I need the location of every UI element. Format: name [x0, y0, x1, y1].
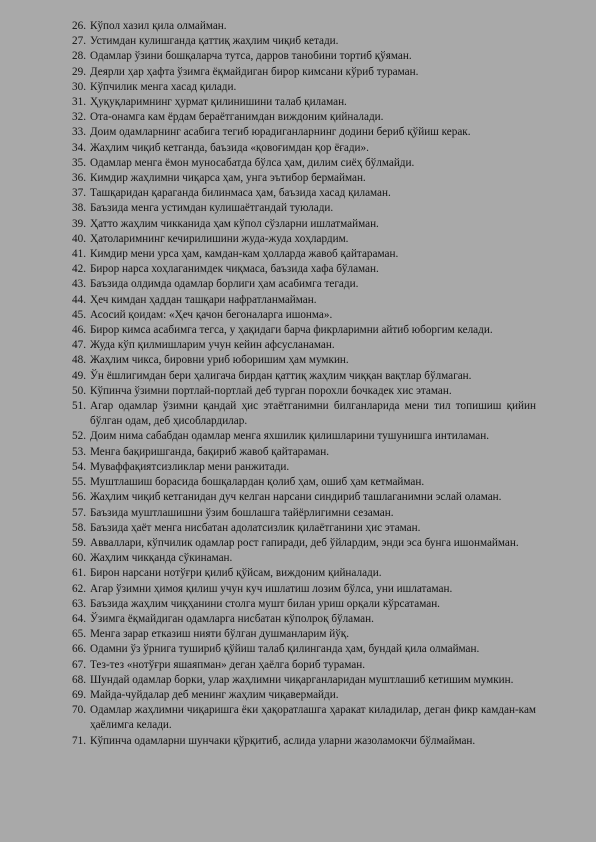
item-text: Авваллари, кўпчилик одамлар рост гапиради, деб ўйлардим, энди эса бунга ишонмайман.: [90, 536, 519, 549]
item-text: Ҳуқуқларимнинг ҳурмат қилинишини талаб қиламан.: [90, 96, 347, 109]
item-text: Жаҳлим чикқанда сўкинаман.: [90, 552, 233, 565]
list-item: [62, 399, 536, 429]
item-text: Майда-чуйдалар деб менинг жаҳлим чиқавермайди.: [90, 688, 339, 701]
list-item: [62, 536, 536, 551]
list-item: [62, 201, 536, 216]
list-item: [62, 308, 536, 323]
item-number: 64.: [72, 612, 86, 625]
list-item: [62, 186, 536, 201]
list-item: [62, 703, 536, 733]
item-text: Одамни ўз ўрнига тушириб қўйиш талаб қилинганда ҳам, бундай қила олмайман.: [90, 643, 480, 656]
list-item: [62, 49, 536, 64]
item-text: Доим нима сабабдан одамлар менга яхшилик қилишларини тушунишга интиламан.: [90, 430, 490, 443]
item-text: Ташқаридан қараганда билинмаса ҳам, баъзида хасад қиламан.: [90, 187, 391, 200]
list-item: [62, 353, 536, 368]
item-number: 56.: [72, 491, 86, 504]
item-number: 51.: [72, 400, 86, 413]
item-text: Менга бақиришганда, бақириб жавоб қайтараман.: [90, 445, 329, 458]
list-item: [62, 247, 536, 262]
item-text: Кўпинча одамларни шунчаки қўрқитиб, аслида уларни жазоламокчи бўлмайман.: [90, 734, 476, 747]
list-item: [62, 475, 536, 490]
item-number: 33.: [72, 126, 86, 139]
list-item: [62, 658, 536, 673]
item-number: 50.: [72, 384, 86, 397]
list-item: [62, 65, 536, 80]
item-text: Одамлар жаҳлимни чиқаришга ёки ҳақоратлашга ҳаракат киладилар, деган фикр камдан-кам ҳаёлимга келади.: [90, 704, 536, 732]
list-item: [62, 232, 536, 247]
item-number: 31.: [72, 96, 86, 109]
item-number: 47.: [72, 339, 86, 352]
item-number: 43.: [72, 278, 86, 291]
item-text: Кўпол хазил қила олмайман.: [90, 20, 227, 32]
item-number: 63.: [72, 597, 86, 610]
item-text: Кўпинча ўзимни портлай-портлай деб турган порохли бочкадек хис этаман.: [90, 384, 452, 397]
item-number: 41.: [72, 248, 86, 261]
item-text: Бирор кимса асабимга тегса, у ҳақидаги барча фикрларимни айтиб юборгим келади.: [90, 324, 493, 337]
item-number: 62.: [72, 582, 86, 595]
list-item: [62, 506, 536, 521]
item-number: 44.: [72, 293, 86, 306]
item-text: Баъзида менга устимдан кулишаётгандай туюлади.: [90, 202, 334, 215]
item-number: 60.: [72, 552, 86, 565]
item-number: 38.: [72, 202, 86, 215]
item-text: Баъзида муштлашишни ўзим бошлашга тайёрлигимни сезаман.: [90, 506, 394, 519]
item-text: Менга зарар етказиш нияти бўлган душманларим йўқ.: [90, 628, 350, 641]
list-item: [62, 217, 536, 232]
item-number: 30.: [72, 80, 86, 93]
item-text: Баъзида ҳаёт менга нисбатан адолатсизлик қилаётганини ҳис этаман.: [90, 521, 421, 534]
item-number: 66.: [72, 643, 86, 656]
item-number: 54.: [72, 460, 86, 473]
item-text: Муваффақиятсизликлар мени ранжитади.: [90, 460, 290, 473]
item-number: 53.: [72, 445, 86, 458]
list-item: [62, 445, 536, 460]
item-number: 28.: [72, 50, 86, 63]
item-text: Бирор нарса хоҳлаганимдек чиқмаса, баъзида хафа бўламан.: [90, 263, 379, 276]
list-item: [62, 460, 536, 475]
item-number: 68.: [72, 673, 86, 686]
list-item: [62, 627, 536, 642]
list-item: [62, 369, 536, 384]
item-number: 37.: [72, 187, 86, 200]
item-number: 61.: [72, 567, 86, 580]
list-item: [62, 156, 536, 171]
item-number: 52.: [72, 430, 86, 443]
item-text: Баъзида олдимда одамлар борлиги ҳам асабимга тегади.: [90, 278, 359, 291]
item-text: Жуда кўп қилмишларим учун кейин афсусланаман.: [90, 339, 335, 352]
item-number: 67.: [72, 658, 86, 671]
item-text: Устимдан кулишганда қаттиқ жаҳлим чиқиб кетади.: [90, 35, 339, 48]
item-number: 70.: [72, 704, 86, 717]
item-text: Одамлар менга ёмон муносабатда бўлса ҳам, дилим сиёҳ бўлмайди.: [90, 156, 415, 169]
list-item: [62, 521, 536, 536]
list-item: [62, 323, 536, 338]
list-item: [62, 171, 536, 186]
item-number: 39.: [72, 217, 86, 230]
numbered-list: [62, 19, 536, 749]
item-number: 35.: [72, 156, 86, 169]
item-number: 55.: [72, 476, 86, 489]
list-item: [62, 429, 536, 444]
item-text: Ҳатоларимнинг кечирилишини жуда-жуда хоҳлардим.: [90, 232, 349, 245]
list-item: [62, 673, 536, 688]
item-number: 59.: [72, 536, 86, 549]
item-text: Кўпчилик менга хасад қилади.: [90, 80, 237, 93]
item-text: Деярли ҳар ҳафта ўзимга ёқмайдиган бирор кимсани кўриб тураман.: [90, 65, 419, 78]
list-item: [62, 597, 536, 612]
item-text: Агар ўзимни ҳимоя қилиш учун куч ишлатиш лозим бўлса, уни ишлатаман.: [90, 582, 453, 595]
item-text: Бирон нарсани нотўғри қилиб қўйсам, виждоним қийналади.: [90, 567, 382, 580]
item-number: 57.: [72, 506, 86, 519]
item-text: Муштлашиш борасида бошқалардан қолиб ҳам, ошиб ҳам кетмайман.: [90, 476, 425, 489]
item-text: Ҳеч кимдан ҳаддан ташқари нафратланмайман.: [90, 293, 317, 306]
item-number: 36.: [72, 172, 86, 185]
item-text: Асосий қоидам: «Ҳеч қачон бегоналарга ишонма».: [90, 308, 333, 321]
list-item: [62, 338, 536, 353]
item-text: Ўн ёшлигимдан бери ҳалигача бирдан қаттиқ жаҳлим чиққан вақтлар бўлмаган.: [90, 369, 472, 382]
item-number: 65.: [72, 628, 86, 641]
list-item: [62, 551, 536, 566]
item-text: Жаҳлим чикса, бировни уриб юборишим ҳам мумкин.: [90, 354, 349, 367]
list-item: [62, 642, 536, 657]
list-item: [62, 80, 536, 95]
item-number: 49.: [72, 369, 86, 382]
item-number: 32.: [72, 111, 86, 124]
item-text: Кимдир мени урса ҳам, камдан-кам ҳолларда жавоб қайтараман.: [90, 248, 399, 261]
list-item: [62, 95, 536, 110]
list-item: [62, 293, 536, 308]
item-number: 69.: [72, 688, 86, 701]
item-number: 27.: [72, 35, 86, 48]
item-text: Одамлар ўзини бошқаларча тутса, дарров танобини тортиб қўяман.: [90, 50, 412, 63]
item-text: Ота-онамга кам ёрдам бераётганимдан виждоним қийналади.: [90, 111, 384, 124]
item-number: 26.: [72, 20, 86, 32]
list-item: [62, 262, 536, 277]
list-item: [62, 141, 536, 156]
list-item: [62, 19, 536, 34]
item-number: 58.: [72, 521, 86, 534]
list-item: [62, 612, 536, 627]
item-number: 42.: [72, 263, 86, 276]
item-number: 46.: [72, 324, 86, 337]
item-number: 45.: [72, 308, 86, 321]
item-number: 71.: [72, 734, 86, 747]
item-text: Жаҳлим чиқиб кетганда, баъзида «қовоғимдан қор ёғади».: [90, 141, 369, 154]
item-text: Жаҳлим чиқиб кетганидан дуч келган нарсани синдириб ташлаганимни эслай оламан.: [90, 491, 502, 504]
list-item: [62, 566, 536, 581]
item-text: Баъзида жаҳлим чиқҳанини столга мушт билан уриш орқали кўрсатаман.: [90, 597, 440, 610]
list-item: [62, 277, 536, 292]
item-text: Доим одамларнинг асабига тегиб юрадиганларнинг додини бериб қўйиш керак.: [90, 126, 471, 139]
item-number: 34.: [72, 141, 86, 154]
item-text: Ҳатто жаҳлим чикканида ҳам кўпол сўзларни ишлатмайман.: [90, 217, 379, 230]
list-item: [62, 490, 536, 505]
list-item: [62, 734, 536, 749]
item-text: Шундай одамлар борки, улар жаҳлимни чиқарганларидан муштлашиб кетишим мумкин.: [90, 673, 514, 686]
item-text: Тез-тез «нотўғри яшаяпман» деган ҳаёлга бориб тураман.: [90, 658, 365, 671]
item-number: 48.: [72, 354, 86, 367]
item-text: Агар одамлар ўзимни қандай ҳис этаётганимни билганларида мени тил топишиш қийин бўлган одам, деб ҳисоблардилар.: [90, 400, 536, 428]
list-item: [62, 582, 536, 597]
list-item: [62, 384, 536, 399]
list-item: [62, 125, 536, 140]
item-number: 29.: [72, 65, 86, 78]
item-text: Кимдир жаҳлимни чиқарса ҳам, унга эътибор бермайман.: [90, 172, 366, 185]
list-item: [62, 34, 536, 49]
item-number: 40.: [72, 232, 86, 245]
item-text: Ўзимга ёқмайдиган одамларга нисбатан кўполроқ бўламан.: [90, 612, 374, 625]
list-item: [62, 688, 536, 703]
list-item: [62, 110, 536, 125]
